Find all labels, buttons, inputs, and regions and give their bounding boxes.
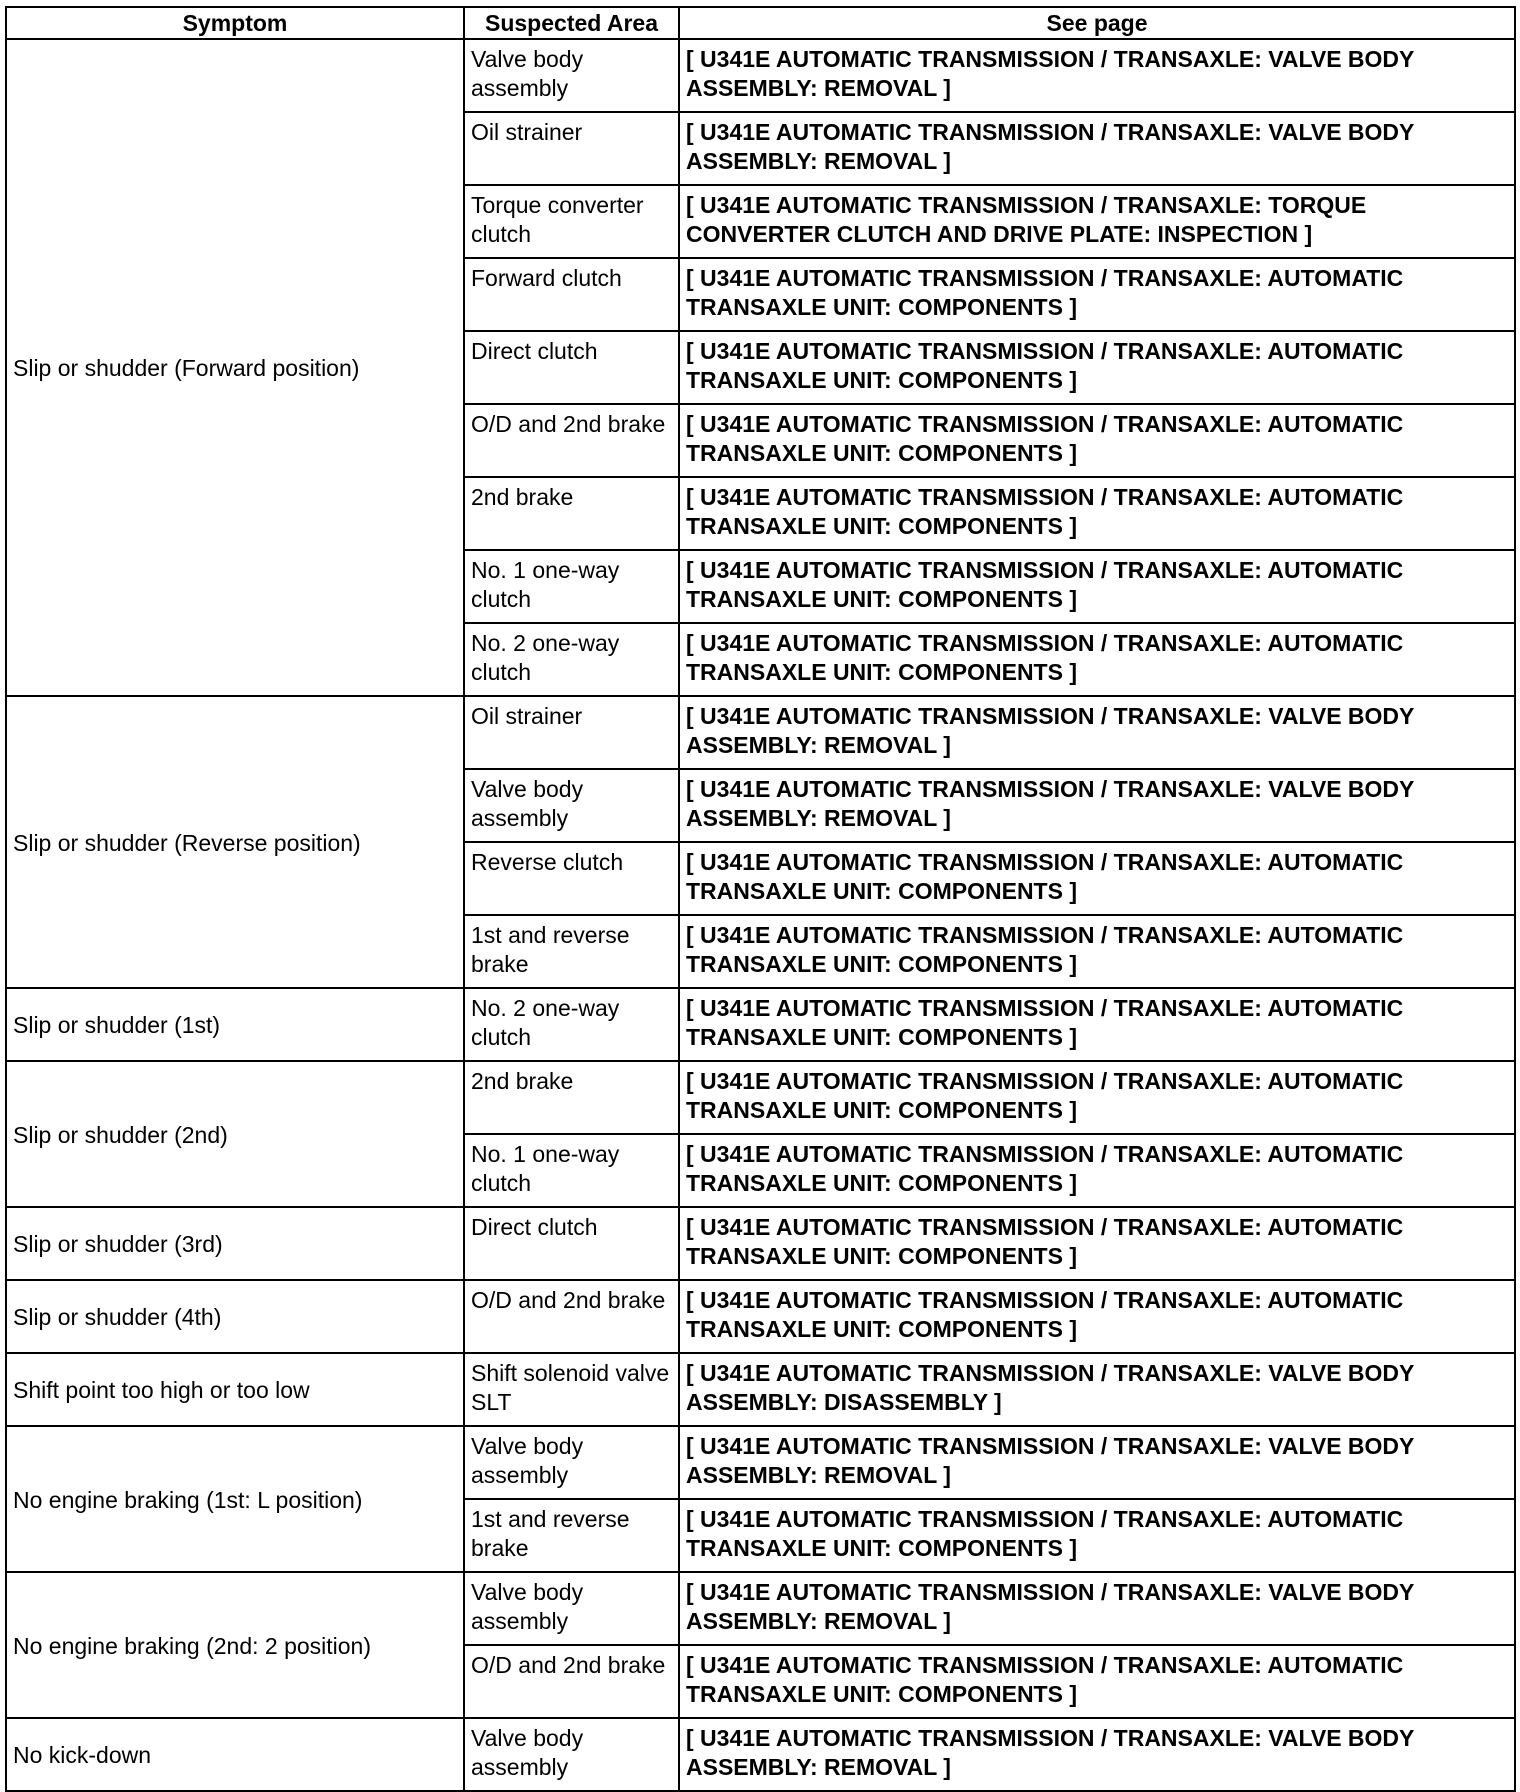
symptom-cell: Slip or shudder (4th)	[6, 1280, 464, 1353]
suspected-area-cell: No. 2 one-way clutch	[464, 988, 679, 1061]
table-row	[6, 1572, 1515, 1645]
see-page-reference: [ U341E AUTOMATIC TRANSMISSION / TRANSAXLE: VALVE BODY ASSEMBLY: REMOVAL ]	[679, 1572, 1515, 1645]
suspected-area-cell: No. 1 one-way clutch	[464, 1134, 679, 1207]
see-page-reference: [ U341E AUTOMATIC TRANSMISSION / TRANSAXLE: AUTOMATIC TRANSAXLE UNIT: COMPONENTS ]	[679, 915, 1515, 988]
symptom-cell: No engine braking (1st: L position)	[6, 1426, 464, 1572]
see-page-reference: [ U341E AUTOMATIC TRANSMISSION / TRANSAXLE: VALVE BODY ASSEMBLY: REMOVAL ]	[679, 1426, 1515, 1499]
see-page-reference: [ U341E AUTOMATIC TRANSMISSION / TRANSAXLE: AUTOMATIC TRANSAXLE UNIT: COMPONENTS ]	[679, 1280, 1515, 1353]
see-page-reference: [ U341E AUTOMATIC TRANSMISSION / TRANSAXLE: TORQUE CONVERTER CLUTCH AND DRIVE PLATE: INSPECTION ]	[679, 185, 1515, 258]
see-page-reference: [ U341E AUTOMATIC TRANSMISSION / TRANSAXLE: VALVE BODY ASSEMBLY: DISASSEMBLY ]	[679, 1353, 1515, 1426]
symptom-table	[5, 6, 1516, 1792]
symptom-cell: Shift point too high or too low	[6, 1353, 464, 1426]
suspected-area-cell: 1st and reverse brake	[464, 1499, 679, 1572]
suspected-area-cell: No. 1 one-way clutch	[464, 550, 679, 623]
see-page-reference: [ U341E AUTOMATIC TRANSMISSION / TRANSAXLE: AUTOMATIC TRANSAXLE UNIT: COMPONENTS ]	[679, 331, 1515, 404]
table-row	[6, 1280, 1515, 1353]
see-page-reference: [ U341E AUTOMATIC TRANSMISSION / TRANSAXLE: AUTOMATIC TRANSAXLE UNIT: COMPONENTS ]	[679, 1134, 1515, 1207]
suspected-area-cell: Direct clutch	[464, 331, 679, 404]
suspected-area-cell: O/D and 2nd brake	[464, 1280, 679, 1353]
header-see-page: See page	[679, 7, 1515, 39]
see-page-reference: [ U341E AUTOMATIC TRANSMISSION / TRANSAXLE: VALVE BODY ASSEMBLY: REMOVAL ]	[679, 39, 1515, 112]
table-row	[6, 696, 1515, 769]
header-suspected-area: Suspected Area	[464, 7, 679, 39]
table-row	[6, 1718, 1515, 1791]
table-row	[6, 1207, 1515, 1280]
see-page-reference: [ U341E AUTOMATIC TRANSMISSION / TRANSAXLE: AUTOMATIC TRANSAXLE UNIT: COMPONENTS ]	[679, 550, 1515, 623]
table-row	[6, 1061, 1515, 1134]
symptom-cell: Slip or shudder (Forward position)	[6, 39, 464, 696]
suspected-area-cell: Direct clutch	[464, 1207, 679, 1280]
header-symptom: Symptom	[6, 7, 464, 39]
see-page-reference: [ U341E AUTOMATIC TRANSMISSION / TRANSAXLE: AUTOMATIC TRANSAXLE UNIT: COMPONENTS ]	[679, 1061, 1515, 1134]
see-page-reference: [ U341E AUTOMATIC TRANSMISSION / TRANSAXLE: VALVE BODY ASSEMBLY: REMOVAL ]	[679, 769, 1515, 842]
symptom-cell: No kick-down	[6, 1718, 464, 1791]
see-page-reference: [ U341E AUTOMATIC TRANSMISSION / TRANSAXLE: AUTOMATIC TRANSAXLE UNIT: COMPONENTS ]	[679, 258, 1515, 331]
see-page-reference: [ U341E AUTOMATIC TRANSMISSION / TRANSAXLE: VALVE BODY ASSEMBLY: REMOVAL ]	[679, 1718, 1515, 1791]
table-header	[6, 7, 1515, 39]
suspected-area-cell: 1st and reverse brake	[464, 915, 679, 988]
symptom-cell: No engine braking (2nd: 2 position)	[6, 1572, 464, 1718]
suspected-area-cell: Forward clutch	[464, 258, 679, 331]
see-page-reference: [ U341E AUTOMATIC TRANSMISSION / TRANSAXLE: VALVE BODY ASSEMBLY: REMOVAL ]	[679, 112, 1515, 185]
see-page-reference: [ U341E AUTOMATIC TRANSMISSION / TRANSAXLE: AUTOMATIC TRANSAXLE UNIT: COMPONENTS ]	[679, 1499, 1515, 1572]
see-page-reference: [ U341E AUTOMATIC TRANSMISSION / TRANSAXLE: AUTOMATIC TRANSAXLE UNIT: COMPONENTS ]	[679, 404, 1515, 477]
table-row	[6, 1353, 1515, 1426]
suspected-area-cell: 2nd brake	[464, 477, 679, 550]
table-row	[6, 1426, 1515, 1499]
symptom-cell: Slip or shudder (1st)	[6, 988, 464, 1061]
table-row	[6, 988, 1515, 1061]
suspected-area-cell: No. 2 one-way clutch	[464, 623, 679, 696]
see-page-reference: [ U341E AUTOMATIC TRANSMISSION / TRANSAXLE: AUTOMATIC TRANSAXLE UNIT: COMPONENTS ]	[679, 842, 1515, 915]
suspected-area-cell: O/D and 2nd brake	[464, 1645, 679, 1718]
see-page-reference: [ U341E AUTOMATIC TRANSMISSION / TRANSAXLE: VALVE BODY ASSEMBLY: REMOVAL ]	[679, 696, 1515, 769]
table-row	[6, 39, 1515, 112]
suspected-area-cell: Torque converter clutch	[464, 185, 679, 258]
symptom-cell: Slip or shudder (2nd)	[6, 1061, 464, 1207]
see-page-reference: [ U341E AUTOMATIC TRANSMISSION / TRANSAXLE: AUTOMATIC TRANSAXLE UNIT: COMPONENTS ]	[679, 623, 1515, 696]
suspected-area-cell: Oil strainer	[464, 112, 679, 185]
suspected-area-cell: Valve body assembly	[464, 1718, 679, 1791]
see-page-reference: [ U341E AUTOMATIC TRANSMISSION / TRANSAXLE: AUTOMATIC TRANSAXLE UNIT: COMPONENTS ]	[679, 477, 1515, 550]
suspected-area-cell: Valve body assembly	[464, 769, 679, 842]
table-body	[6, 39, 1515, 1791]
header-row	[6, 7, 1515, 39]
see-page-reference: [ U341E AUTOMATIC TRANSMISSION / TRANSAXLE: AUTOMATIC TRANSAXLE UNIT: COMPONENTS ]	[679, 1645, 1515, 1718]
suspected-area-cell: Reverse clutch	[464, 842, 679, 915]
suspected-area-cell: Valve body assembly	[464, 1426, 679, 1499]
suspected-area-cell: Valve body assembly	[464, 39, 679, 112]
symptom-cell: Slip or shudder (3rd)	[6, 1207, 464, 1280]
see-page-reference: [ U341E AUTOMATIC TRANSMISSION / TRANSAXLE: AUTOMATIC TRANSAXLE UNIT: COMPONENTS ]	[679, 1207, 1515, 1280]
suspected-area-cell: Oil strainer	[464, 696, 679, 769]
suspected-area-cell: Shift solenoid valve SLT	[464, 1353, 679, 1426]
suspected-area-cell: Valve body assembly	[464, 1572, 679, 1645]
see-page-reference: [ U341E AUTOMATIC TRANSMISSION / TRANSAXLE: AUTOMATIC TRANSAXLE UNIT: COMPONENTS ]	[679, 988, 1515, 1061]
suspected-area-cell: O/D and 2nd brake	[464, 404, 679, 477]
suspected-area-cell: 2nd brake	[464, 1061, 679, 1134]
symptom-cell: Slip or shudder (Reverse position)	[6, 696, 464, 988]
